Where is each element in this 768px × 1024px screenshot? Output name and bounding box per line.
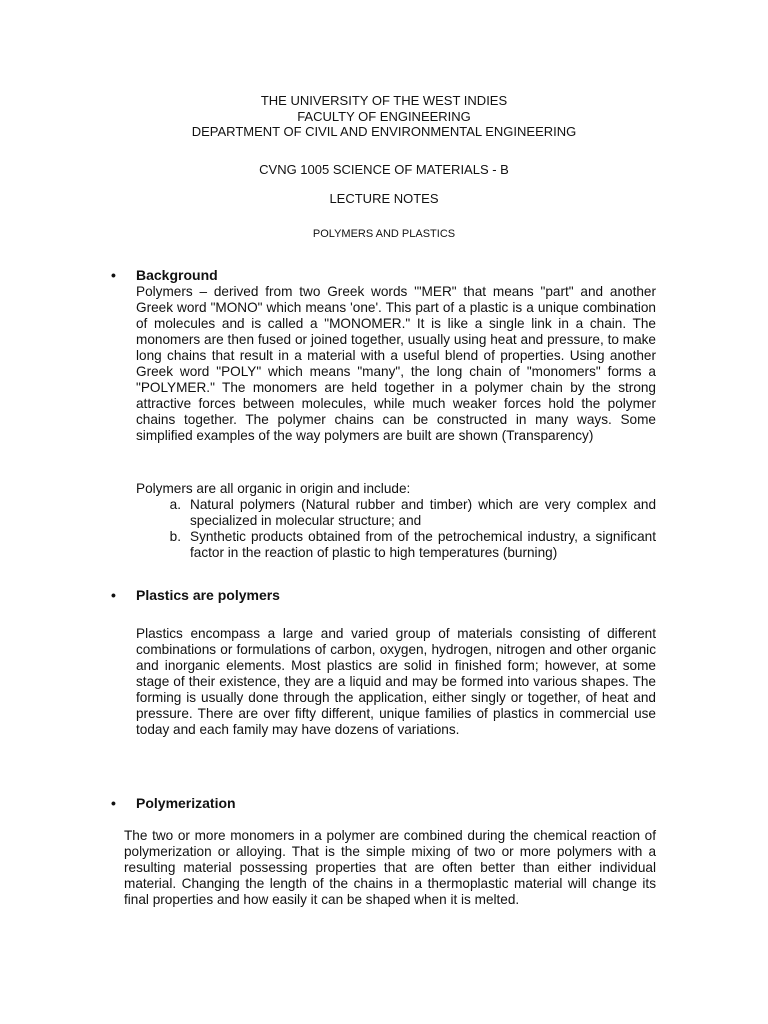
- lecture-notes-label: LECTURE NOTES: [329, 191, 439, 206]
- document-header: [0, 93, 768, 140]
- list-marker: a.: [169, 497, 181, 512]
- section-heading-plastics: Plastics are polymers: [136, 587, 280, 603]
- section-heading-background: Background: [136, 267, 218, 283]
- bullet-icon: •: [111, 795, 116, 811]
- topic-title: POLYMERS AND PLASTICS: [312, 228, 456, 240]
- polymer-origin-list: [136, 481, 656, 561]
- section-heading-polymerization: Polymerization: [136, 795, 236, 811]
- plastics-paragraph: Plastics encompass a large and varied group of materials consisting of different combinations or formulations of carbon, oxygen, hydrogen, nitrogen and other organic and inorganic elements. Most plastics are solid in finished form; however, at some stage of their existence, they are a liquid and may be formed into various shapes. The forming is usually done through the application, either singly or together, of heat and pressure. There are over fifty different, unique families of plastics in commercial use today and each family may have dozens of variations.: [136, 626, 656, 737]
- university-name: THE UNIVERSITY OF THE WEST INDIES: [260, 93, 508, 108]
- course-title: CVNG 1005 SCIENCE OF MATERIALS - B: [259, 162, 509, 177]
- bullet-icon: •: [111, 267, 116, 283]
- list-intro: Polymers are all organic in origin and include:: [136, 481, 411, 496]
- list-item: [136, 529, 656, 561]
- list-item-text: Synthetic products obtained from of the petrochemical industry, a significant factor in the reaction of plastic to high temperatures (burning): [190, 529, 656, 560]
- list-item: [136, 497, 656, 529]
- bullet-icon: •: [111, 587, 116, 603]
- department-name: DEPARTMENT OF CIVIL AND ENVIRONMENTAL ENGINEERING: [191, 124, 577, 139]
- list-marker: b.: [169, 529, 181, 544]
- faculty-name: FACULTY OF ENGINEERING: [297, 108, 471, 124]
- background-paragraph: Polymers – derived from two Greek words '"MER" that means "part" and another Greek word "MONO" which means 'one'. This part of a plastic is a unique combination of molecules and is called a "MONOMER." It is like a single link in a chain. The monomers are then fused or joined together, usually using heat and pressure, to make long chains that result in a material with a useful blend of properties. Using another Greek word "POLY" which means "many", the long chain of "monomers" forms a "POLYMER." The monomers are held together in a polymer chain by the strong attractive forces between molecules, while much weaker forces hold the polymer chains together. The polymer chains can be constructed in many ways. Some simplified examples of the way polymers are built are shown (Transparency): [136, 284, 656, 443]
- list-item-text: Natural polymers (Natural rubber and timber) which are very complex and specialized in molecular structure; and: [190, 497, 656, 528]
- polymerization-paragraph: The two or more monomers in a polymer are combined during the chemical reaction of polymerization or alloying. That is the simple mixing of two or more polymers with a resulting material possessing properties that are often better than either individual material. Changing the length of the chains in a thermoplastic material will change its final properties and how easily it can be shaped when it is melted.: [124, 828, 656, 907]
